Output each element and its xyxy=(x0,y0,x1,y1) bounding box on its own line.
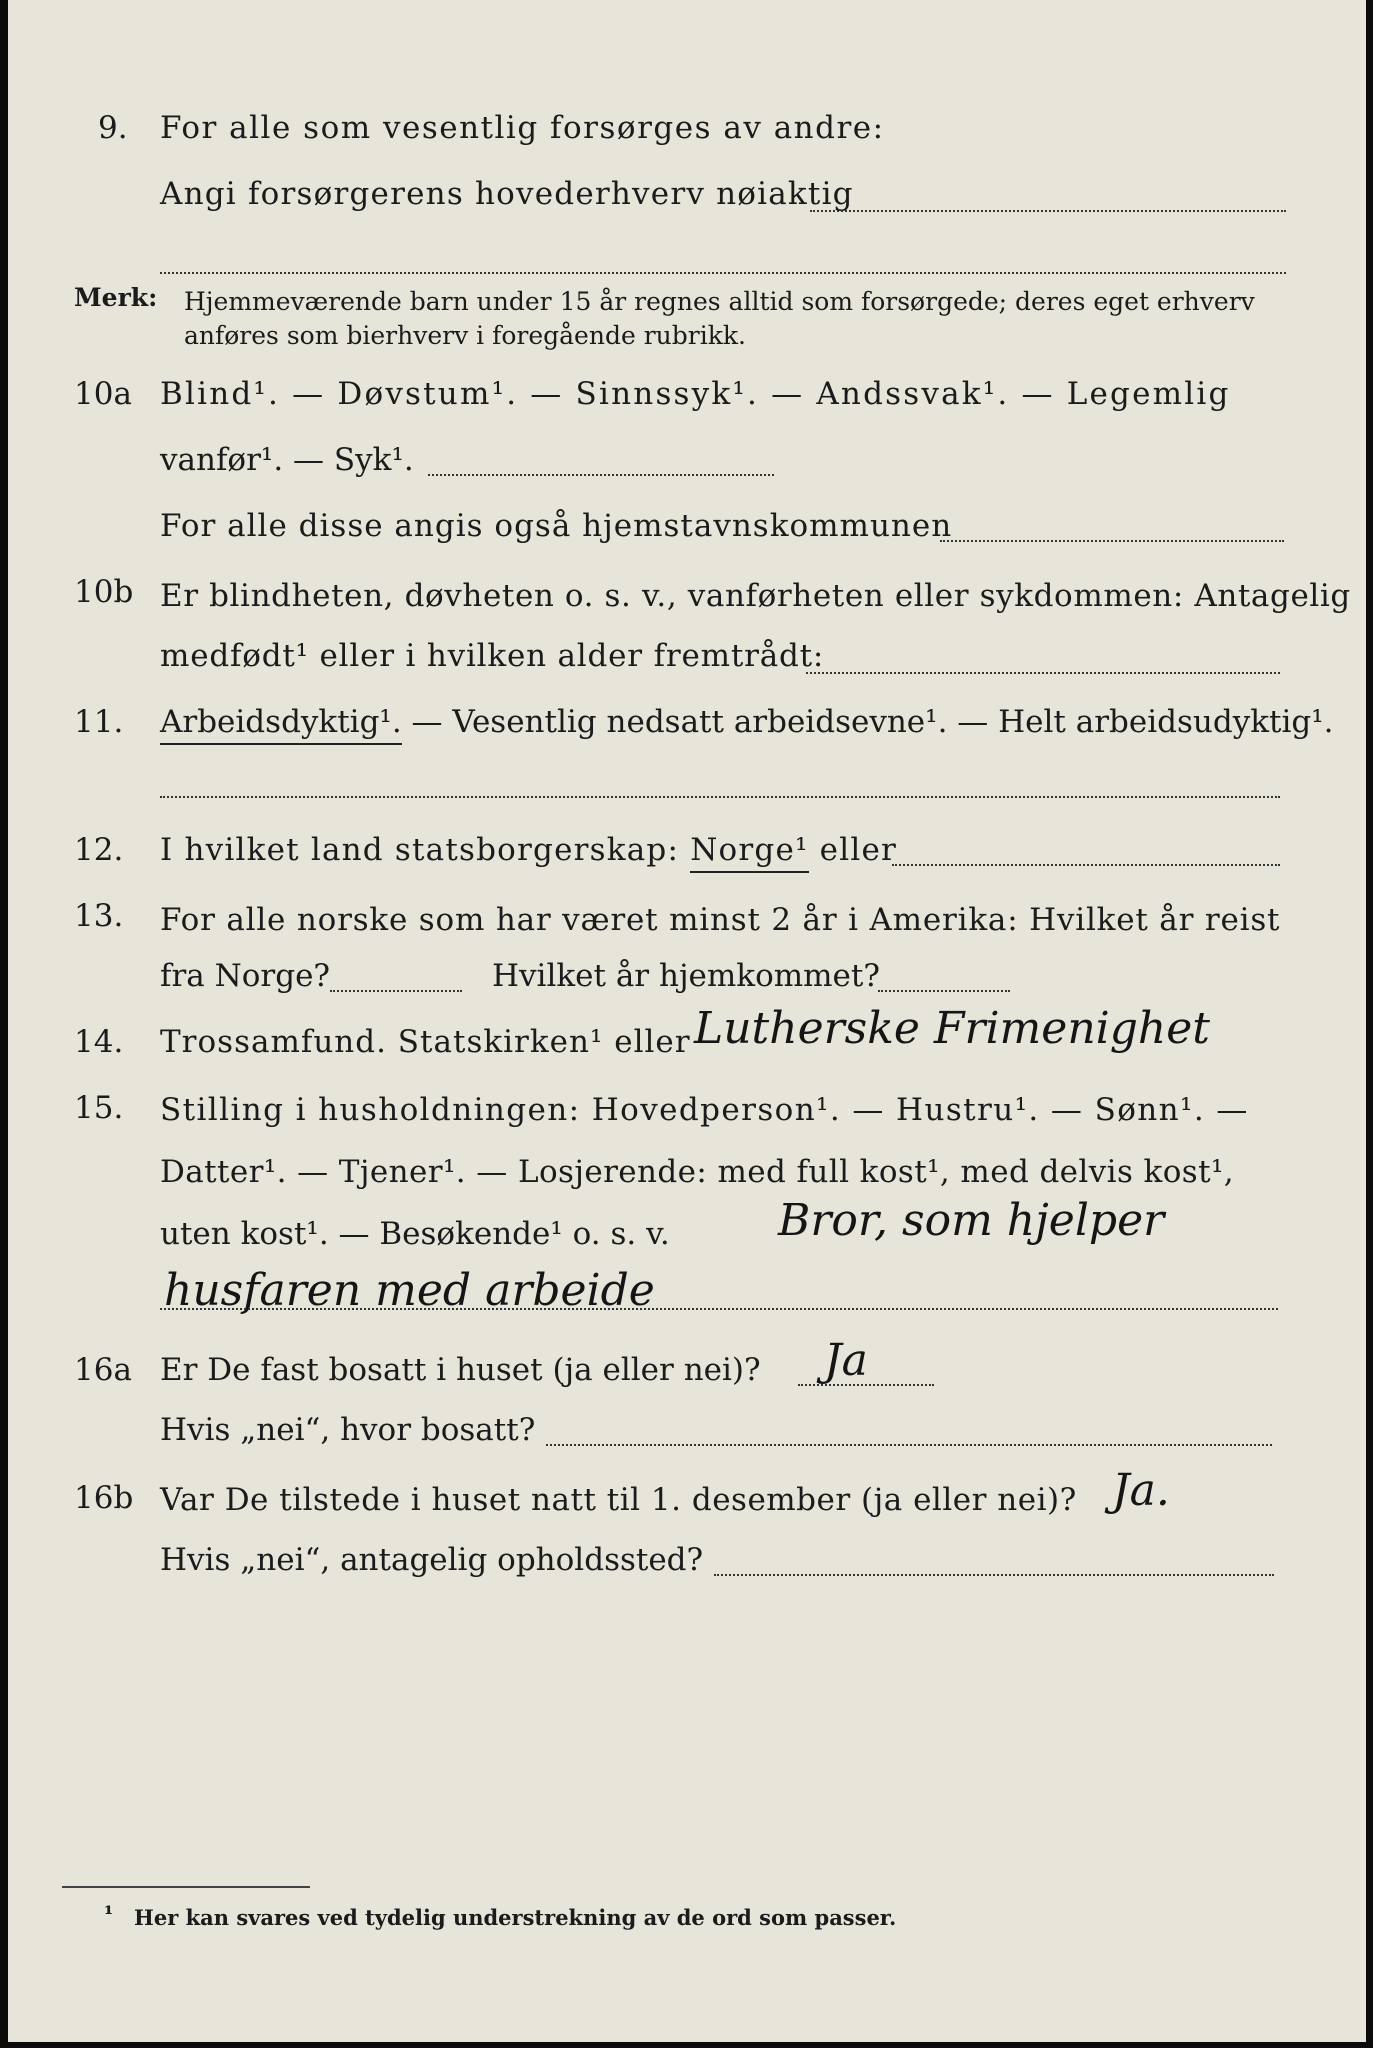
q10b-answer-line xyxy=(806,672,1280,674)
q11-number: 11. xyxy=(74,704,124,740)
q10a-line2: vanfør¹. — Syk¹. xyxy=(160,442,414,478)
merk-line1: Hjemmeværende barn under 15 år regnes alltid som forsørgede; deres eget erhverv xyxy=(184,287,1255,316)
q13-number: 13. xyxy=(74,898,124,934)
merk-label: Merk: xyxy=(74,283,158,312)
q11-line xyxy=(160,702,1334,742)
q16a-line2: Hvis „nei“, hvor bosatt? xyxy=(160,1412,536,1448)
q13-line2a: fra Norge? xyxy=(160,958,331,994)
q12-underlined-answer: Norge¹ xyxy=(690,832,808,873)
q10a-line1: Blind¹. — Døvstum¹. — Sinnssyk¹. — Andssvak¹. — Legemlig xyxy=(160,376,1231,412)
q16a-number: 16a xyxy=(74,1352,132,1388)
q16a-line1: Er De fast bosatt i huset (ja eller nei)? xyxy=(160,1352,761,1388)
footnote-mark: ¹ xyxy=(104,1901,114,1926)
q16b-number: 16b xyxy=(74,1480,134,1516)
q16b-answer-line xyxy=(714,1574,1274,1576)
q14-handwritten-answer: Lutherske Frimenighet xyxy=(694,1003,1210,1054)
q13-answer-line-year-returned xyxy=(878,990,1010,992)
q9-answer-line-2 xyxy=(160,272,1286,274)
q15-line2: Datter¹. — Tjener¹. — Losjerende: med full kost¹, med delvis kost¹, xyxy=(160,1154,1235,1190)
footnote-text: Her kan svares ved tydelig understrekning av de ord som passer. xyxy=(134,1905,897,1930)
q15-handwritten-answer-2: husfaren med arbeide xyxy=(164,1265,655,1316)
q16a-answer-line-2 xyxy=(546,1444,1272,1446)
q12-answer-line xyxy=(892,864,1280,866)
q10b-line2: medfødt¹ eller i hvilken alder fremtrådt: xyxy=(160,638,825,674)
q10a-line3: For alle disse angis også hjemstavnskommunen xyxy=(160,508,953,544)
q12-prefix: I hvilket land statsborgerskap: xyxy=(160,832,691,868)
q10a-number: 10a xyxy=(74,376,132,412)
q10b-line1: Er blindheten, døvheten o. s. v., vanførheten eller sykdommen: Antagelig xyxy=(160,578,1351,614)
q14-line: Trossamfund. Statskirken¹ eller xyxy=(160,1024,691,1060)
q16b-handwritten-answer: Ja. xyxy=(1112,1465,1170,1516)
q13-line1: For alle norske som har været minst 2 år i Amerika: Hvilket år reist xyxy=(160,902,1281,938)
q15-answer-line xyxy=(160,1308,1278,1310)
q9-line1: For alle som vesentlig forsørges av andre: xyxy=(160,110,885,146)
q10a-answer-line-2 xyxy=(940,540,1284,542)
q16b-line2: Hvis „nei“, antagelig opholdssted? xyxy=(160,1542,704,1578)
q9-line2: Angi forsørgerens hovederhverv nøiaktig xyxy=(160,176,854,212)
q16b-line1: Var De tilstede i huset natt til 1. desember (ja eller nei)? xyxy=(160,1482,1077,1518)
merk-line2: anføres som bierhverv i foregående rubrikk. xyxy=(184,321,746,350)
q16a-answer-line xyxy=(798,1384,934,1386)
q15-line3: uten kost¹. — Besøkende¹ o. s. v. xyxy=(160,1216,670,1252)
q15-line1: Stilling i husholdningen: Hovedperson¹. — Hustru¹. — Sønn¹. — xyxy=(160,1092,1249,1128)
q11-underlined-answer: Arbeidsdyktig¹. xyxy=(160,704,402,745)
q15-number: 15. xyxy=(74,1090,124,1126)
q15-handwritten-answer-1: Bror, som hjelper xyxy=(778,1195,1165,1246)
q10b-number: 10b xyxy=(74,574,134,610)
q11-rest: — Vesentlig nedsatt arbeidsevne¹. — Helt arbeidsudyktig¹. xyxy=(401,704,1334,740)
census-form-page xyxy=(8,0,1366,2042)
q14-number: 14. xyxy=(74,1024,124,1060)
q13-line2b: Hvilket år hjemkommet? xyxy=(492,958,880,994)
q12-number: 12. xyxy=(74,832,124,868)
q16a-handwritten-answer: Ja xyxy=(824,1335,868,1386)
q12-line xyxy=(160,830,897,870)
q12-suffix: eller xyxy=(808,832,898,868)
footnote-rule xyxy=(62,1886,310,1888)
q9-number: 9. xyxy=(98,110,128,146)
q9-answer-line xyxy=(810,210,1286,212)
q10a-answer-line xyxy=(428,474,774,476)
q13-answer-line-year-left xyxy=(330,990,462,992)
q11-answer-line xyxy=(160,796,1280,798)
